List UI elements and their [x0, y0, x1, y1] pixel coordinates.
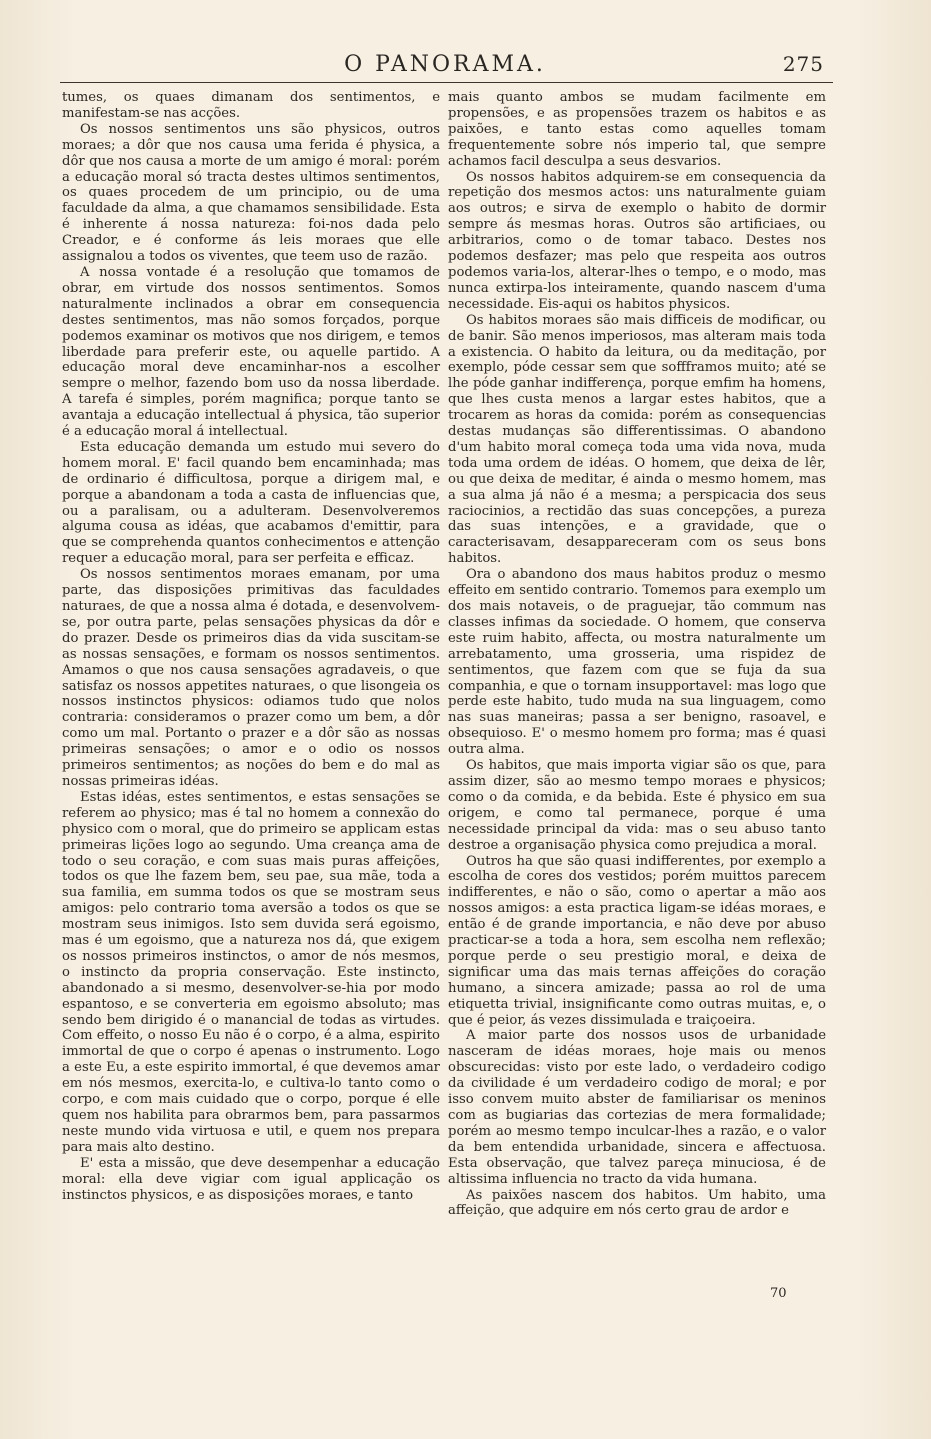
paragraph: As paixões nascem dos habitos. Um habito, uma affeição, que adquire em nós certo grau de ardor e	[448, 1187, 826, 1219]
paragraph: Ora o abandono dos maus habitos produz o mesmo effeito em sentido contrario. Tomemos para exemplo um dos mais notaveis, o de praguejar, tão commum nas classes infimas da sociedade. O homem, que conserva este ruim habito, affecta, ou mostra naturalmente um arrebatamento, uma grosseria, uma rispidez de sentimentos, que fazem com que se fuja da sua companhia, e que o tornam insupportavel: mas logo que perde este habito, tudo muda na sua linguagem, como nas suas maneiras; passa a ser benigno, rasoavel, e obsequioso. E' o mesmo homem pro forma; mas é quasi outra alma.	[448, 567, 826, 758]
signature-mark: 70	[770, 1286, 787, 1301]
paragraph: Os habitos moraes são mais difficeis de modificar, ou de banir. São menos imperiosos, mas alteram mais toda a existencia. O habito da leitura, ou da meditação, por exemplo, póde cessar sem que soffframos muito; até se lhe póde ganhar indifferença, porque emfim ha homens, que lhes custa menos a largar estes habitos, que a trocarem as horas da comida: porém as consequencias destas mudanças são differentissimas. O abandono d'um habito moral começa toda uma vida nova, muda toda uma ordem de idéas. O homem, que deixa de lêr, ou que deixa de meditar, é ainda o mesmo homem, mas a sua alma já não é a mesma; a perspicacia dos seus raciocinios, a rectidão das suas concepções, a pureza das suas intenções, e a gravidade, que o caracterisavam, desappareceram com os seus bons habitos.	[448, 312, 826, 567]
paragraph: Os nossos sentimentos moraes emanam, por uma parte, das disposições primitivas das faculdades naturaes, de que a nossa alma é dotada, e desenvolvem-se, por outra parte, pelas sensações physicas da dôr e do prazer. Desde os primeiros dias da vida suscitam-se as nossas sensações, e formam os nossos sentimentos. Amamos o que nos causa sensações agradaveis, o que satisfaz os nossos appetites naturaes, o que lisongeia os nossos instinctos physicos: odiamos tudo que nolos contraria: consideramos o prazer como um bem, a dôr como um mal. Portanto o prazer e a dôr são as nossas primeiras sensações; o amor e o odio os nossos primeiros sentimentos; as noções do bem e do mal as nossas primeiras idéas.	[62, 567, 440, 789]
paragraph: E' esta a missão, que deve desempenhar a educação moral: ella deve vigiar com igual applicação os instinctos physicos, e as disposições moraes, e tanto	[62, 1155, 440, 1203]
page-number: 275	[782, 52, 824, 76]
paragraph: mais quanto ambos se mudam facilmente em propensões, e as propensões trazem os habitos e as paixões, e tanto estas como aquelles tomam frequentemente sobre nós imperio tal, que sempre achamos facil desculpa a seus desvarios.	[448, 90, 826, 169]
paragraph: Os nossos sentimentos uns são physicos, outros moraes; a dôr que nos causa uma ferida é physica, a dôr que nos causa a morte de um amigo é moral: porém a educação moral só tracta destes ultimos sentimentos, os quaes procedem de um principio, ou de uma faculdade da alma, a que chamamos sensibilidade. Esta é inherente á nossa natureza: foi-nos dada pelo Creador, e é conforme ás leis moraes que elle assignalou a todos os viventes, que teem uso de razão.	[62, 121, 440, 265]
header-rule	[60, 82, 833, 83]
page-title: O PANORAMA.	[344, 52, 546, 77]
paragraph: Os nossos habitos adquirem-se em consequencia da repetição dos mesmos actos: uns naturalmente guiam aos outros; e sirva de exemplo o habito de dormir sempre ás mesmas horas. Outros são artificiaes, ou arbitrarios, como o de tomar tabaco. Destes nos podemos desfazer; mas pelo que respeita aos outros podemos varia-los, alterar-lhes o tempo, e o modo, mas nunca extirpa-los inteiramente, quando nascem d'uma necessidade. Eis-aqui os habitos physicos.	[448, 169, 826, 312]
paragraph: Estas idéas, estes sentimentos, e estas sensações se referem ao physico; mas é tal no homem a connexão do physico com o moral, que do primeiro se applicam estas primeiras lições logo ao segundo. Uma creança ama de todo o seu coração, e com suas mais puras affeições, todos os que lhe fazem bem, seu pae, sua mãe, toda a sua familia, em summa todos os que se mostram seus amigos: pelo contrario toma aversão a todos os que se mostram seus inimigos. Isto sem duvida será egoismo, mas é um egoismo, que a natureza nos dá, que exigem os nossos primeiros instinctos, o amor de nós mesmos, o instincto da propria conservação. Este instincto, abandonado a si mesmo, desenvolver-se-hia por modo espantoso, e se converteria em egoismo absoluto; mas sendo bem dirigido é o manancial de todas as virtudes. Com effeito, o nosso Eu não é o corpo, é a alma, espirito immortal de que o corpo é apenas o instrumento. Logo a este Eu, a este espirito immortal, é que devemos amar em nós mesmos, exercita-lo, e cultiva-lo tanto como o corpo, e com mais cuidado que o corpo, porque é elle quem nos habilita para obrarmos bem, para passarmos neste mundo vida virtuosa e util, e quem nos prepara para mais alto destino.	[62, 789, 440, 1155]
left-column	[62, 90, 440, 1203]
right-column	[448, 90, 826, 1219]
paragraph: A nossa vontade é a resolução que tomamos de obrar, em virtude dos nossos sentimentos. Somos naturalmente inclinados a obrar em consequencia destes sentimentos, mas não somos forçados, porque podemos examinar os motivos que nos dirigem, e temos liberdade para preferir este, ou aquelle partido. A educação moral deve encaminhar-nos a escolher sempre o melhor, fazendo bom uso da nossa liberdade. A tarefa é simples, porém magnifica; porque tanto se avantaja a educação intellectual á physica, tão superior é a educação moral á intellectual.	[62, 264, 440, 440]
paragraph: Outros ha que são quasi indifferentes, por exemplo a escolha de cores dos vestidos; porém muittos parecem indifferentes, e não o são, como o apertar a mão aos nossos amigos: a esta practica ligam-se idéas moraes, e então é de grande importancia, e não deve por abuso practicar-se a toda a hora, sem escolha nem reflexão; porque perde o seu prestigio moral, e deixa de significar uma das mais ternas affeições do coração humano, a sincera amizade; passa ao rol de uma etiquetta trivial, insignificante como outras muitas, e, o que é peior, ás vezes dissimulada e traiçoeira.	[448, 853, 826, 1028]
paragraph: Esta educação demanda um estudo mui severo do homem moral. E' facil quando bem encaminhada; mas de ordinario é difficultosa, porque a dirigem mal, e porque a abandonam a toda a casta de influencias que, ou a paralisam, ou a adulteram. Desenvolveremos alguma cousa as idéas, que acabamos d'emittir, para que se comprehenda quantos conhecimentos e attenção requer a educação moral, para ser perfeita e efficaz.	[62, 439, 440, 567]
page-header	[60, 52, 830, 80]
paragraph: Os habitos, que mais importa vigiar são os que, para assim dizer, são ao mesmo tempo moraes e physicos; como o da comida, e da bebida. Este é physico em sua origem, e como tal permanece, porque é uma necessidade principal da vida: mas o seu abuso tanto destroe a organisação physica como prejudica a moral.	[448, 758, 826, 853]
paragraph: A maior parte dos nossos usos de urbanidade nasceram de idéas moraes, hoje mais ou menos obscurecidas: visto por este lado, o verdadeiro codigo da civilidade é um verdadeiro codigo de moral; e por isso convem muito abster de familiarisar os meninos com as bugiarias das cortezias de mera formalidade; porém ao mesmo tempo inculcar-lhes a razão, e o valor da bem entendida urbanidade, sincera e affectuosa. Esta observação, que talvez pareça minuciosa, é de altissima influencia no tracto da vida humana.	[448, 1028, 826, 1187]
paragraph: tumes, os quaes dimanam dos sentimentos, e manifestam-se nas acções.	[62, 90, 440, 121]
